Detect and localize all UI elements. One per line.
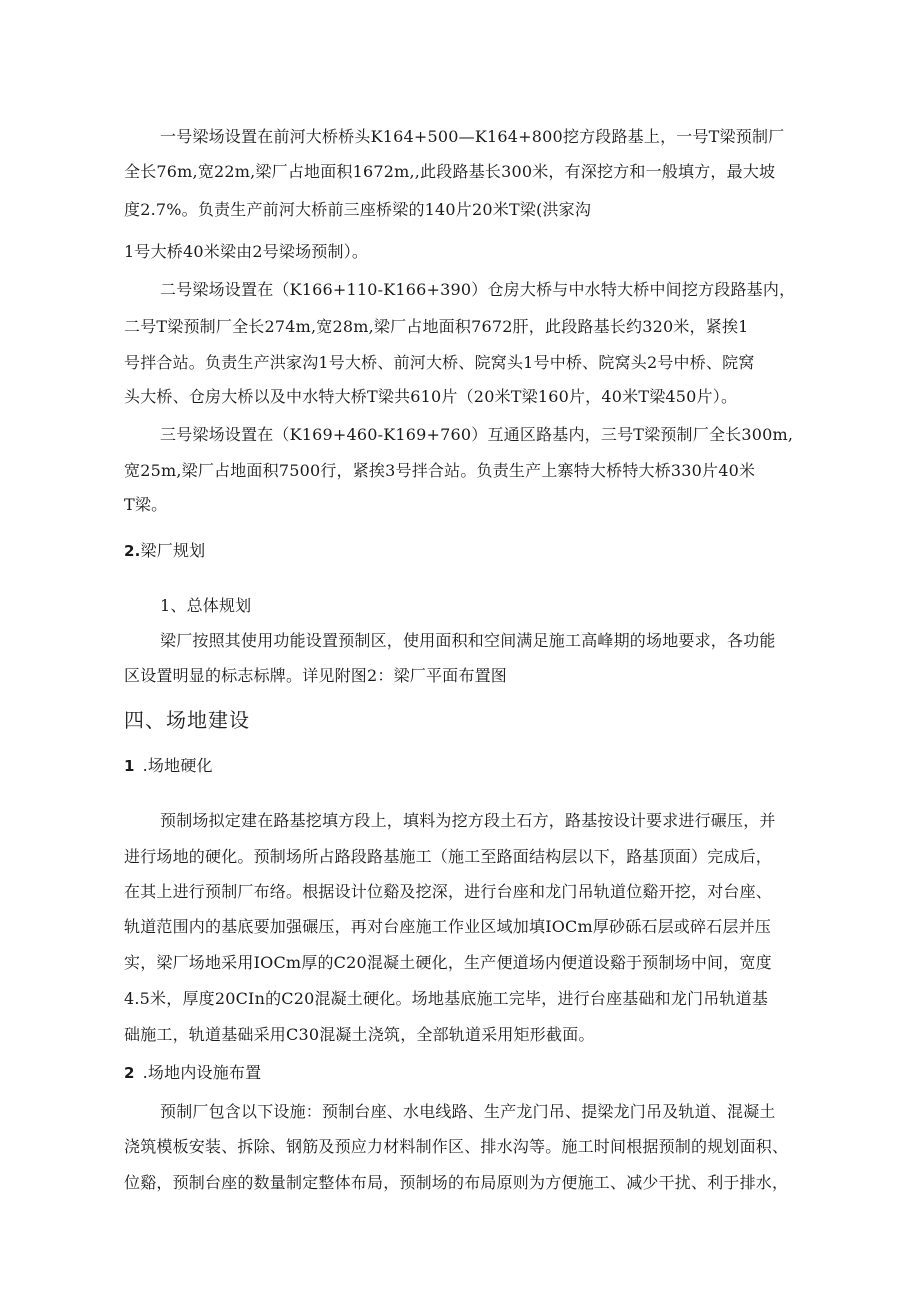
section-heading-yinghua — [124, 756, 213, 776]
section-heading-liangchang — [124, 541, 205, 561]
paragraph-line: T梁。 — [124, 495, 168, 514]
paragraph-line: 号拌合站。负责生产洪家沟1号大桥、前河大桥、院窝头1号中桥、院窝头2号中桥、院窝 — [124, 353, 755, 372]
heading-number: 2 — [124, 1064, 135, 1082]
paragraph-line: 浇筑模板安装、拆除、钢筋及预应力材料制作区、排水沟等。施工时间根据预制的规划面积、 — [124, 1137, 789, 1156]
section-heading-sheshi — [124, 1063, 261, 1083]
paragraph-line: 础施工，轨道基础采用C30混凝土浇筑，全部轨道采用矩形截面。 — [124, 1025, 595, 1044]
heading-number: 2. — [124, 542, 141, 560]
paragraph-line: 预制场拟定建在路基挖填方段上，填料为挖方段土石方，路基按设计要求进行碾压，并 — [160, 811, 776, 830]
paragraph-line: 二号T梁预制厂全长274m,宽28m,梁厂占地面积7672肝，此段路基长约320米，紧挨1 — [124, 317, 749, 336]
heading-text: 梁厂规划 — [140, 541, 206, 560]
paragraph-line: 在其上进行预制厂布络。根据设计位谿及挖深，进行台座和龙门吊轨道位谿开挖，对台座、 — [124, 882, 773, 901]
paragraph-line: 实，梁厂场地采用IOCm厚的C20混凝土硬化，生产便道场内便道设谿于预制场中间，宽度 — [124, 953, 772, 972]
heading-text: .场地硬化 — [142, 756, 213, 775]
sub-heading-zongti: 1、总体规划 — [160, 596, 252, 615]
heading-number: 1 — [124, 757, 135, 775]
paragraph-line: 区设置明显的标志标牌。详见附图2：梁厂平面布置图 — [124, 666, 507, 685]
paragraph-line: 二号梁场设置在（K166+110-K166+390）仓房大桥与中水特大桥中间挖方段路基内， — [160, 280, 796, 299]
paragraph-line: 一号梁场设置在前河大桥桥头K164+500—K164+800挖方段路基上，一号T梁预制厂 — [160, 127, 785, 146]
paragraph-line: 位谿，预制台座的数量制定整体布局，预制场的布局原则为方便施工、减少干扰、利于排水， — [124, 1173, 789, 1192]
paragraph-line: 头大桥、仓房大桥以及中水特大桥T梁共610片（20米T梁160片，40米T梁450片）。 — [124, 387, 738, 406]
paragraph-line: 4.5米，厚度20CIn的C20混凝土硬化。场地基底施工完毕，进行台座基础和龙门吊轨道基 — [124, 989, 769, 1008]
paragraph-line: 轨道范围内的基底要加强碾压，再对台座施工作业区域加填IOCm厚砂砾石层或碎石层并压 — [124, 917, 772, 936]
paragraph-line: 进行场地的硬化。预制场所占路段路基施工（施工至路面结构层以下，路基顶面）完成后， — [124, 847, 773, 866]
paragraph-line: 预制厂包含以下设施：预制台座、水电线路、生产龙门吊、提梁龙门吊及轨道、混凝土 — [160, 1102, 776, 1121]
section-heading-four: 四、场地建设 — [124, 708, 250, 732]
paragraph-line: 宽25m,梁厂占地面积7500行，紧挨3号拌合站。负责生产上寨特大桥特大桥330片40米 — [124, 461, 756, 480]
heading-text: .场地内设施布置 — [142, 1063, 262, 1082]
paragraph-line: 度2.7%。负责生产前河大桥前三座桥梁的140片20米T梁(洪家沟 — [124, 200, 592, 219]
paragraph-line: 三号梁场设置在（K169+460-K169+760）互通区路基内，三号T梁预制厂全长300m, — [160, 425, 794, 444]
paragraph-line: 全长76m,宽22m,梁厂占地面积1672m,,此段路基长300米，有深挖方和一般填方，最大坡 — [124, 162, 776, 181]
paragraph-line: 1号大桥40米梁由2号梁场预制）。 — [124, 242, 369, 261]
paragraph-line: 梁厂按照其使用功能设置预制区，使用面积和空间满足施工高峰期的场地要求，各功能 — [160, 631, 776, 650]
